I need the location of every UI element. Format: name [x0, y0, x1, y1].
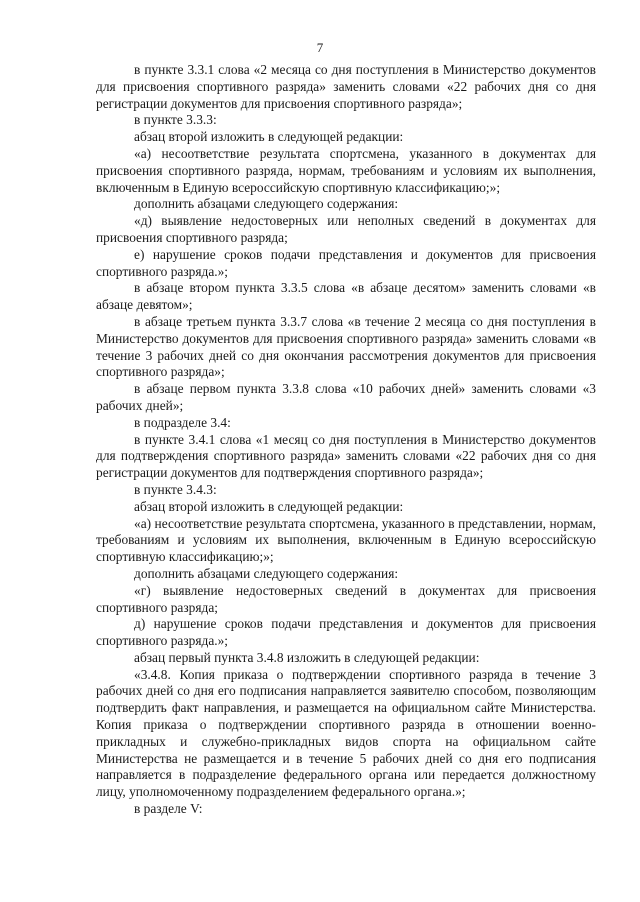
- paragraph: дополнить абзацами следующего содержания:: [134, 196, 399, 212]
- paragraph: «3.4.8. Копия приказа о подтверждении спортивного разряда в течение 3 рабочих дней со дня его подписания направляется заявителю способом, позволяющим подтвердить факт направления, и размещается на официальном сайте Министерства. Копия приказа о подтверждении спортивного разряда в отношении военно-прикладных и служебно-прикладных видов спорта на официальном сайте Министерства не размещается и в течение 5 рабочих дней со дня его подписания направляется в подразделение федерального органа или передается должностному лицу, уполномоченному подразделением федерального органа.»;: [96, 666, 596, 800]
- paragraph: в пункте 3.4.3:: [134, 481, 217, 497]
- paragraph: «д) выявление недостоверных или неполных сведений в документах для присвоения спортивного разряда;: [96, 213, 596, 245]
- page-number: 7: [316, 40, 324, 55]
- paragraph: абзац второй изложить в следующей редакции:: [134, 498, 404, 514]
- paragraph: в абзаце втором пункта 3.3.5 слова «в абзаце десятом» заменить словами «в абзаце девятом»;: [96, 280, 596, 313]
- paragraph: в разделе V:: [134, 801, 203, 817]
- paragraph: в пункте 3.3.1 слова «2 месяца со дня поступления в Министерство документов для присвоения спортивного разряда» заменить словами «22 рабочих дня со дня регистрации документов для присвоения спортивного разряда»;: [96, 62, 596, 111]
- paragraph: в пункте 3.3.3:: [134, 112, 217, 128]
- document-body: [96, 62, 596, 818]
- paragraph: абзац первый пункта 3.4.8 изложить в следующей редакции:: [134, 649, 480, 665]
- paragraph: «а) несоответствие результата спортсмена, указанного в представлении, нормам, требованиям и условиям их выполнения, включенным в Единую всероссийскую спортивную классификацию;»;: [96, 515, 596, 565]
- paragraph: «г) выявление недостоверных сведений в документах для присвоения спортивного разряда;: [96, 582, 596, 615]
- paragraph: в абзаце третьем пункта 3.3.7 слова «в течение 2 месяца со дня поступления в Министерство документов для присвоения спортивного разряда» заменить словами «в течение 3 рабочих дней со дня окончания рассмотрения документов для присвоения спортивного разряда»;: [96, 313, 596, 380]
- paragraph: абзац второй изложить в следующей редакции:: [134, 129, 404, 145]
- paragraph: в абзаце первом пункта 3.3.8 слова «10 рабочих дней» заменить словами «3 рабочих дней»;: [96, 381, 596, 413]
- paragraph: в пункте 3.4.1 слова «1 месяц со дня поступления в Министерство документов для подтверждения спортивного разряда» заменить словами «22 рабочих дня со дня регистрации документов для подтверждения спортивного разряда»;: [96, 431, 596, 481]
- paragraph: е) нарушение сроков подачи представления и документов для присвоения спортивного разряда.»;: [96, 246, 596, 279]
- paragraph: «а) несоответствие результата спортсмена, указанного в документах для присвоения спортивного разряда, нормам, требованиям и условиям их выполнения, включенным в Единую всероссийскую спортивную классификацию;»;: [96, 145, 596, 195]
- paragraph: д) нарушение сроков подачи представления и документов для присвоения спортивного разряда.»;: [96, 616, 596, 649]
- paragraph: дополнить абзацами следующего содержания:: [134, 565, 399, 581]
- paragraph: в подразделе 3.4:: [134, 414, 231, 430]
